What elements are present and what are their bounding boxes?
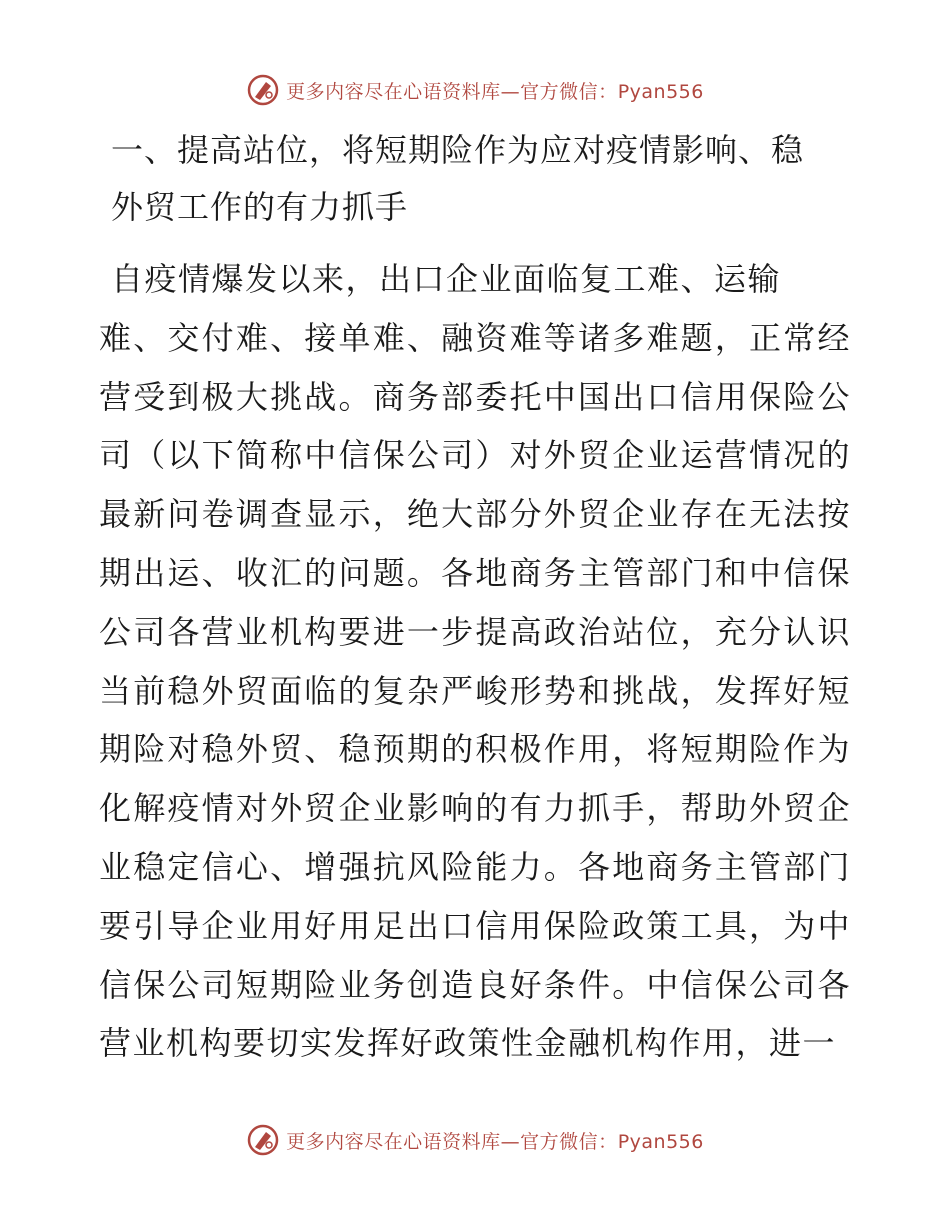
footer-banner	[0, 1120, 950, 1160]
seal-logo-icon	[246, 1123, 280, 1157]
banner-text: 更多内容尽在心语资料库—官方微信：Pyan556	[286, 1130, 704, 1153]
banner-text: 更多内容尽在心语资料库—官方微信：Pyan556	[286, 80, 704, 103]
seal-logo-icon	[246, 73, 280, 107]
header-banner	[0, 70, 950, 110]
body-paragraph: 自疫情爆发以来，出口企业面临复工难、运输 难、交付难、接单难、融资难等诸多难题，正常经营受到极大挑战。商务部委托中国出口信用保险公司（以下简称中信保公司）对外贸企业运营情况的最新问卷调查显示，绝大部分外贸企业存在无法按期出运、收汇的问题。各地商务主管部门和中信保公司各营业机构要进一步提高政治站位，充分认识当前稳外贸面临的复杂严峻形势和挑战，发挥好短期险对稳外贸、稳预期的积极作用，将短期险作为化解疫情对外贸企业影响的有力抓手，帮助外贸企业稳定信心、增强抗风险能力。各地商务主管部门要引导企业用好用足出口信用保险政策工具，为中信保公司短期险业务创造良好条件。中信保公司各营业机构要切实发挥好政策性金融机构作用，进一	[99, 260, 851, 1063]
document-body	[99, 122, 851, 1073]
section-heading: 一、提高站位，将短期险作为应对疫情影响、稳 外贸工作的有力抓手	[111, 131, 805, 226]
